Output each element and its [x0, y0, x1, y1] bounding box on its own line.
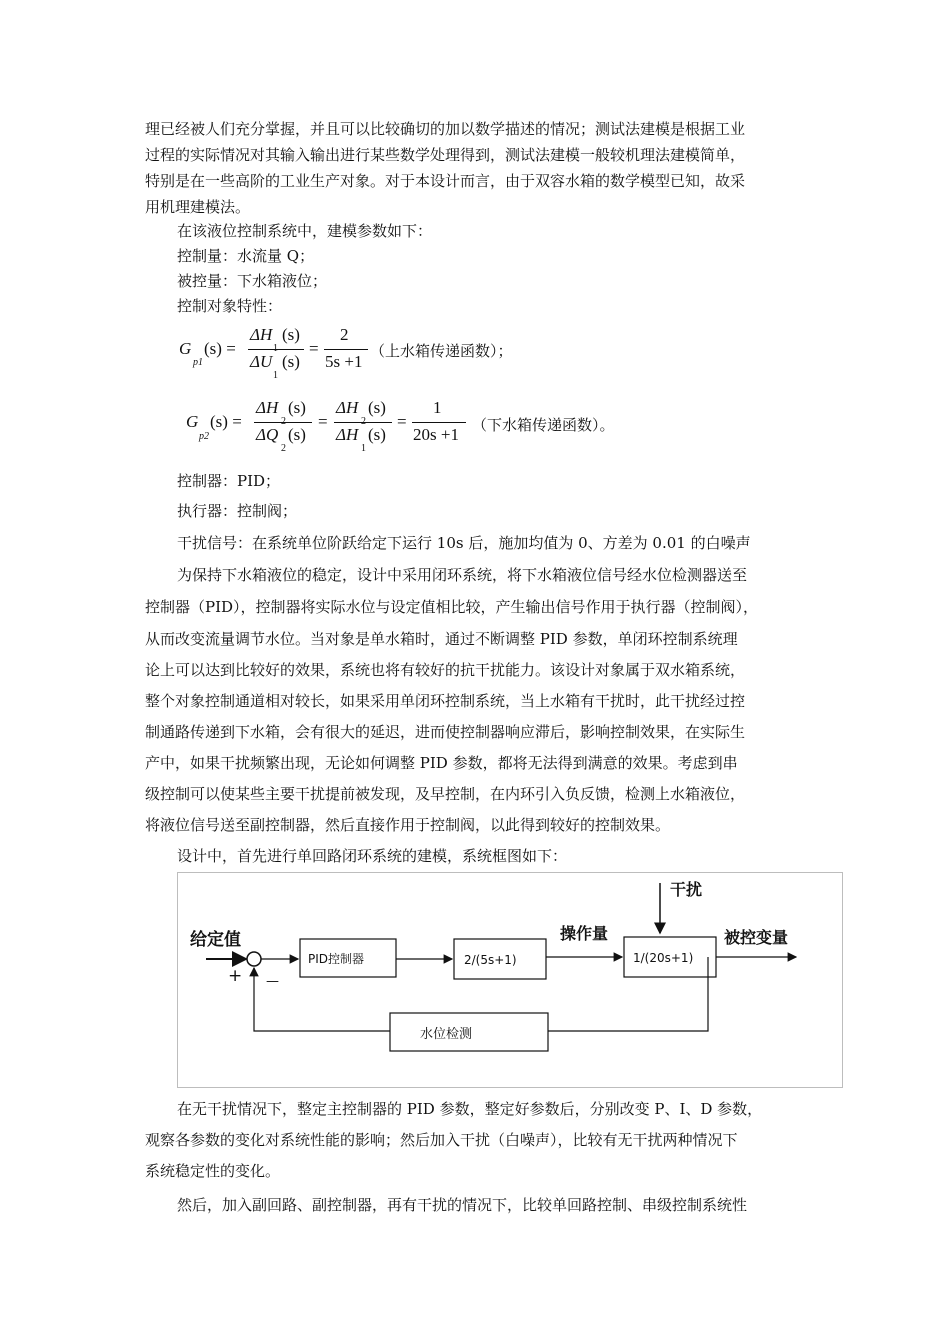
para3-line-2: 观察各参数的变化对系统性能的影响；然后加入干扰（白噪声），比较有无干扰两种情况下 [145, 1131, 738, 1149]
f2-den: ΔQ [256, 425, 279, 444]
f1-num-sub: 1 [273, 343, 278, 354]
f2-den3: 20s +1 [413, 425, 459, 444]
para1-line-3: 特别是在一些高阶的工业生产对象。对于本设计而言，由于双容水箱的数学模型已知，故采 [145, 172, 746, 190]
param-controlled: 被控量：下水箱液位； [177, 272, 328, 290]
para2-line-1: 为保持下水箱液位的稳定，设计中采用闭环系统，将下水箱液位信号经水位检测器送至 [177, 566, 748, 584]
f2-den-arg: (s) [288, 425, 306, 444]
param-actuator: 执行器：控制阀； [177, 502, 298, 520]
f2-den-b: ΔH [336, 425, 359, 444]
f2-eq: = [318, 412, 328, 431]
diagram-intro: 设计中，首先进行单回路闭环系统的建模，系统框图如下： [177, 847, 568, 865]
label-tank2: 1/(20s+1) [633, 951, 694, 965]
label-minus: — [266, 974, 279, 989]
f1-den-sub: 1 [273, 370, 278, 381]
para3-line-3: 系统稳定性的变化。 [145, 1162, 281, 1180]
f1-num-arg: (s) [282, 325, 300, 344]
para2-line-7: 产中，如果干扰频繁出现，无论如何调整 PID 参数，都将无法得到满意的效果。考虑到串 [145, 754, 738, 772]
f2-fraction-bar-3 [412, 422, 466, 423]
para2-line-9: 将液位信号送至副控制器，然后直接作用于控制阀，以此得到较好的控制效果。 [145, 816, 671, 834]
f1-lhs-g: G [179, 339, 192, 358]
f2-eq2: = [397, 412, 407, 431]
params-intro: 在该液位控制系统中，建模参数如下： [177, 222, 433, 240]
para2-line-3: 从而改变流量调节水位。当对象是单水箱时，通过不断调整 PID 参数，单闭环控制系统理 [145, 630, 738, 648]
para2-line-4: 论上可以达到比较好的效果，系统也将有较好的抗干扰能力。该设计对象属于双水箱系统， [145, 661, 746, 679]
f1-fraction-bar-2 [324, 349, 368, 350]
para4-line-1: 然后，加入副回路、副控制器，再有干扰的情况下，比较单回路控制、串级控制系统性 [177, 1196, 748, 1214]
f2-fraction-bar-b [334, 422, 392, 423]
f1-lhs-sub: p1 [193, 357, 203, 368]
para2-line-8: 级控制可以使某些主要干扰提前被发现，及早控制，在内环引入负反馈，检测上水箱液位， [145, 785, 746, 803]
para1-line-1: 理已经被人们充分掌握，并且可以比较确切的加以数学描述的情况；测试法建模是根据工业 [145, 120, 746, 138]
label-tank1: 2/(5s+1) [464, 953, 517, 967]
f2-num3: 1 [433, 398, 442, 417]
label-sensor: 水位检测 [420, 1027, 473, 1042]
f2-num-b-arg: (s) [368, 398, 386, 417]
f2-num-b-sub: 2 [361, 416, 366, 427]
f2-num: ΔH [256, 398, 279, 417]
param-controller: 控制器：PID； [177, 472, 281, 490]
block-diagram-svg [178, 873, 842, 1087]
f2-den-b-arg: (s) [368, 425, 386, 444]
f2-den-sub: 2 [281, 443, 286, 454]
f1-fraction-bar [248, 349, 304, 350]
param-plant: 控制对象特性： [177, 297, 283, 315]
f2-num-sub: 2 [281, 416, 286, 427]
f2-num-arg: (s) [288, 398, 306, 417]
f2-lhs-arg: (s) = [210, 412, 242, 431]
block-diagram [177, 872, 843, 1088]
para2-line-2: 控制器（PID），控制器将实际水位与设定值相比较，产生输出信号作用于执行器（控制阀）， [145, 598, 759, 616]
f2-num-b: ΔH [336, 398, 359, 417]
label-disturbance: 干扰 [670, 880, 703, 899]
param-control: 控制量：水流量 Q； [177, 247, 315, 265]
f2-note: （下水箱传递函数）。 [472, 416, 615, 434]
label-setpoint: 给定值 [190, 930, 241, 950]
f1-den: ΔU [250, 352, 273, 371]
para2-line-6: 制通路传递到下水箱，会有很大的延迟，进而使控制器响应滞后，影响控制效果，在实际生 [145, 723, 746, 741]
para2-line-5: 整个对象控制通道相对较长，如果采用单闭环控制系统，当上水箱有干扰时，此干扰经过控 [145, 692, 746, 710]
para1-line-2: 过程的实际情况对其输入输出进行某些数学处理得到，测试法建模一般较机理法建模简单， [145, 146, 746, 164]
summing-junction [247, 952, 261, 966]
label-pid: PID控制器 [308, 952, 365, 966]
f1-lhs-arg: (s) = [204, 339, 236, 358]
f1-den-arg: (s) [282, 352, 300, 371]
f1-den2: 5s +1 [325, 352, 363, 371]
f1-note: （上水箱传递函数）； [370, 342, 513, 360]
f1-num: ΔH [250, 325, 273, 344]
label-manipulated: 操作量 [560, 924, 609, 943]
f2-den-b-sub: 1 [361, 443, 366, 454]
f2-fraction-bar [254, 422, 312, 423]
f1-num2: 2 [340, 325, 349, 344]
label-output: 被控变量 [724, 928, 789, 947]
para1-line-4: 用机理建模法。 [145, 198, 251, 216]
f2-lhs-g: G [186, 412, 199, 431]
para3-line-1: 在无干扰情况下，整定主控制器的 PID 参数，整定好参数后，分别改变 P、I、D 参数， [177, 1100, 763, 1118]
label-plus: + [228, 966, 243, 986]
param-disturbance: 干扰信号：在系统单位阶跃给定下运行 10s 后，施加均值为 0、方差为 0.01 的白噪声 [177, 534, 751, 552]
f2-lhs-sub: p2 [199, 431, 209, 442]
f1-eq: = [309, 339, 319, 358]
